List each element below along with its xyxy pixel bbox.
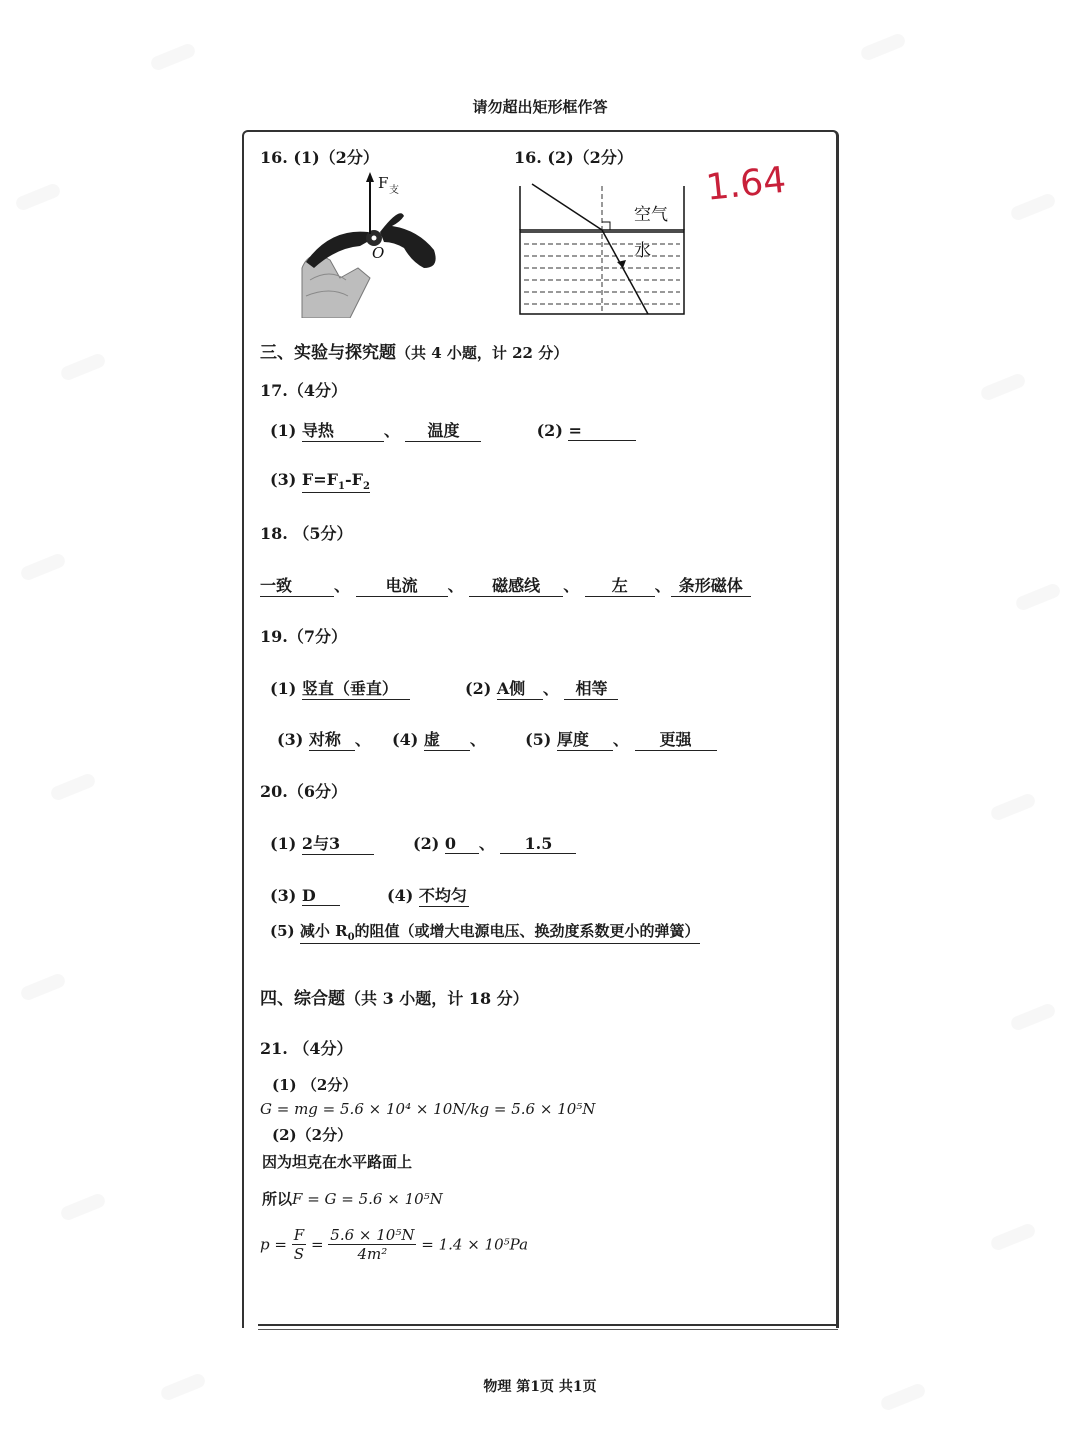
q20-answer-1: 2与3	[302, 831, 374, 855]
q17-answer-3: =	[568, 421, 636, 441]
q20-p4-prefix: (4)	[387, 886, 414, 905]
force-label: F	[378, 174, 389, 192]
q21-eq3-num: 5.6 × 10⁵N	[330, 1226, 415, 1244]
q21-p2-label: (2)（2分）	[272, 1126, 353, 1144]
q21-equation-1: G = mg = 5.6 × 10⁴ × 10N/kg = 5.6 × 10⁵N	[260, 1100, 596, 1118]
q20-answer-5: 不均匀	[419, 883, 469, 907]
q21-eq3-equals: =	[310, 1235, 324, 1254]
q17-sep: 、	[383, 421, 400, 440]
q18-sep: 、	[334, 576, 351, 595]
q21-label: 21. （4分）	[260, 1039, 353, 1058]
q20-a6-post: 的阻值（或增大电源电压、换劲度系数更小的弹簧）	[354, 922, 700, 940]
q18-sep: 、	[654, 576, 671, 595]
q16-part2-label: 16. (2)（2分）	[514, 148, 633, 167]
q21-eq3-den: 4m²	[357, 1245, 388, 1263]
q18-answer-4: 左	[585, 573, 655, 597]
q21-p1-label: (1) （2分）	[272, 1076, 358, 1094]
q20-a6-pre: 减小 R	[299, 922, 348, 940]
section4-heading	[260, 984, 529, 1009]
q20-p5-prefix: (5)	[270, 922, 295, 940]
q18-sep: 、	[447, 576, 464, 595]
q17-a4-main: F=F	[301, 470, 338, 489]
q21-equation-3	[260, 1226, 528, 1263]
q19-row1	[270, 676, 618, 700]
section3-heading	[260, 338, 568, 363]
q17-a4-sub1: 1	[337, 481, 345, 493]
page-header: 请勿超出矩形框作答	[472, 98, 608, 116]
q20-p2-prefix: (2)	[413, 834, 440, 853]
lever-figure	[300, 168, 450, 318]
q17-answer-1: 导热	[302, 418, 384, 442]
page-footer: 物理 第1页 共1页	[483, 1379, 597, 1395]
q19-label: 19.（7分）	[260, 627, 347, 646]
q21-eq3-f-den: S	[293, 1245, 305, 1263]
q17-p1-prefix: (1)	[270, 421, 297, 440]
q21-eq3-fraction-fs	[292, 1226, 306, 1263]
section3-title: 三、实验与探究题	[260, 343, 396, 363]
refraction-figure	[518, 178, 698, 318]
q20-row2	[270, 883, 469, 907]
q19-p1-prefix: (1)	[270, 679, 297, 698]
q20-sep: 、	[478, 834, 495, 853]
q19-answer-4: 对称	[309, 727, 355, 751]
handwritten-mark: 1.64	[704, 159, 789, 209]
q19-answer-1: 竖直（垂直）	[302, 676, 410, 700]
q17-p2-prefix: (2)	[536, 421, 563, 440]
q20-answer-3: 1.5	[500, 834, 576, 854]
q17-answer-2: 温度	[405, 418, 481, 442]
q18-answer-2: 电流	[356, 573, 448, 597]
q20-p3-prefix: (3)	[270, 886, 297, 905]
q21-eq3-fraction-values	[328, 1226, 416, 1263]
q19-sep: 、	[469, 730, 486, 749]
q18-answer-1: 一致	[260, 573, 334, 597]
q20-row1	[270, 831, 576, 855]
q17-a4-mid: -F	[344, 470, 363, 489]
section4-meta: （共 3 小题，计 18 分）	[345, 989, 529, 1008]
water-label: 水	[634, 241, 651, 261]
q17-p3-prefix: (3)	[270, 470, 297, 489]
frame-bottom-rule	[258, 1324, 838, 1326]
q18-answer-5: 条形磁体	[671, 573, 751, 597]
q20-a6-sub: 0	[347, 932, 355, 943]
section3-meta: （共 4 小题，计 22 分）	[396, 344, 569, 362]
q18-row	[260, 573, 751, 597]
q18-answer-3: 磁感线	[469, 573, 563, 597]
section4-title: 四、综合题	[260, 989, 345, 1009]
q19-p5-prefix: (5)	[525, 730, 552, 749]
q16-part1-label: 16. (1)（2分）	[260, 148, 379, 167]
pivot-label: O	[372, 244, 385, 262]
q19-answer-6: 厚度	[557, 727, 613, 751]
q17-label: 17.（4分）	[260, 381, 347, 400]
q20-answer-4: D	[302, 886, 340, 906]
q21-eq3-f-num: F	[293, 1226, 305, 1244]
q19-p3-prefix: (3)	[277, 730, 304, 749]
q19-answer-2: A侧	[497, 676, 543, 700]
q19-answer-5: 虚	[424, 727, 470, 751]
q18-sep: 、	[563, 576, 580, 595]
q19-p2-prefix: (2)	[465, 679, 492, 698]
q20-p1-prefix: (1)	[270, 834, 297, 853]
q19-sep: 、	[542, 679, 559, 698]
q19-sep: 、	[354, 730, 371, 749]
q19-answer-3: 相等	[564, 676, 618, 700]
q18-label: 18. （5分）	[260, 524, 353, 543]
q20-label: 20.（6分）	[260, 782, 347, 801]
q21-eq2-prefix: 所以	[262, 1190, 293, 1208]
q19-sep: 、	[612, 730, 629, 749]
q20-row3	[270, 920, 700, 944]
force-subscript: 支	[389, 185, 399, 196]
q17-row2	[270, 470, 370, 493]
q20-answer-2: 0	[445, 834, 479, 854]
q17-a4-sub2: 2	[362, 481, 370, 493]
q19-row2	[277, 727, 717, 751]
q21-reason: 因为坦克在水平路面上	[262, 1153, 413, 1171]
q21-eq3-rhs: = 1.4 × 10⁵Pa	[421, 1235, 529, 1254]
q19-answer-7: 更强	[635, 727, 717, 751]
q21-eq2-body: F = G = 5.6 × 10⁵N	[292, 1190, 443, 1208]
q21-equation-2	[262, 1188, 443, 1209]
q19-p4-prefix: (4)	[392, 730, 419, 749]
frame-bottom-rule-2	[258, 1329, 838, 1330]
q17-answer-4	[302, 470, 370, 493]
air-label: 空气	[634, 205, 668, 225]
q20-answer-6	[300, 920, 700, 944]
q17-row1	[270, 418, 636, 442]
q21-eq3-lhs: p =	[260, 1235, 287, 1254]
